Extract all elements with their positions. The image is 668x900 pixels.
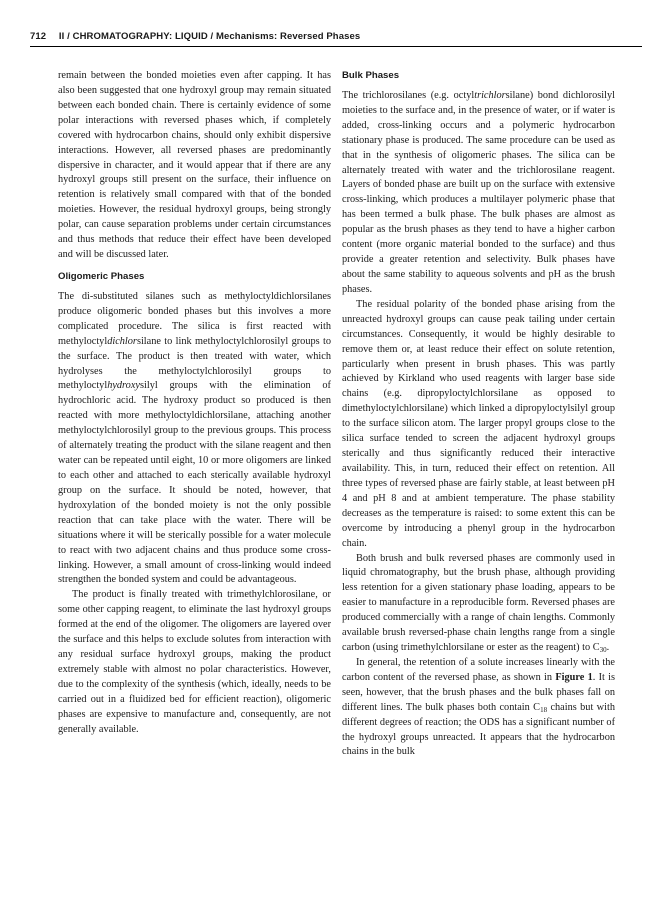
subscript: 18	[540, 705, 548, 714]
text-span: silane to link methyloctylchlorosilyl groups to the surface. The product is then treated with water, which hydrolyses the methyloctylchlorosilyl groups to methyloctyl	[58, 335, 331, 392]
right-paragraph-3	[342, 552, 615, 656]
figure-reference: Figure 1	[555, 671, 593, 683]
text-span: Both brush and bulk reversed phases are commonly used in liquid chromatography, but the brush phase, although providing less retention for a given stationary phase loading, appears to be easier to manufacture in a reproducible form. Reversed phases are produced commercially with a range of chain lengths. Commonly available brush reversed-phase chain lengths range from a single carbon (using trimethylchlorsilane or ester as the reagent) to C	[342, 552, 615, 654]
right-paragraph-2: The residual polarity of the bonded phase arising from the unreacted hydroxyl groups can cause peak tailing under certain circumstances. Consequently, it would be highly desirable to remove them or, at least reduce their effect on solute retention, particularly when present in brush phases. This was partly achieved by Kirkland who used reagents with larger base side chains (e.g. dipropyloctylchlorsilane as opposed to dimethyloctylchlorsilane) which linked a dipropyloctylsilyl group to the surface silicon atom. The larger propyl groups close to the silica surface tended to screen the adjacent hydroxyl groups sterically and thus significantly reduced their interactive availability. This, in turn, reduced their effect on retention. All three types of reversed phase are fairly stable, at least between pH 4 and pH 8 and at ambient temperature. The phase stability decreases as the temperature is raised: to some extent this can be overcome by introducing a phenyl group in the hydrocarbon chain.	[342, 298, 615, 549]
text-span: .	[606, 642, 610, 654]
italic-span: hydroxy	[107, 380, 140, 392]
text-span: chains but with different degrees of reaction; the ODS has a significant number of the hydroxyl groups unreacted. It appears that the hydrocarbon chains in the bulk	[342, 701, 615, 758]
right-paragraph-1	[342, 89, 615, 298]
text-span: The di-substituted silanes such as methyloctyldichlorsilanes produce oligomeric bonded phases but this involves a more complicated procedure. The silica is first reacted with methyloctyl	[58, 290, 331, 347]
left-paragraph-1: remain between the bonded moieties even after capping. It has also been suggested that one hydroxyl group may remain situated between each bonded chain. There is certainly evidence of some polar interactions with reversed phases which, if completely covered with hydrocarbon chains, should only exhibit dispersive interactions. However, all reversed phases are predominantly dispersive in character, and it would appear that if there are any hydroxyl groups still present on the surface, their influence on retention is relatively small compared with that of the bonded moieties. However, the residual hydroxyl groups, being strongly polar, can cause separation problems under certain circumstances and thus methods that reduce their effect have been developed and will be discussed later.	[58, 70, 331, 261]
right-paragraph-4	[342, 656, 615, 760]
text-span: . It is seen, however, that the brush phases and the bulk phases fall on different lines. The bulk phases both contain C	[342, 671, 615, 713]
text-span: silyl groups with the elimination of hydrochloric acid. The hydroxy product so produced is then reacted with more methyloctyldichlorsilane, attaching another methyloctylchlorosilyl group to the previous groups. This process of alternately treating the product with the silane reagent and then water can be repeated until eight, 10 or more oligomers are linked to each other and attached to each sterically available hydroxyl group on the surface. It should be noted, however, that hydroxylation of the bonded moiety is not the only possible reaction that can take place with the water. There will be situations where it will be sterically possible for a water molecule to react with two adjacent chains and thus produce some cross-linking. However, a small amount of cross-linking would indeed strengthen the bonded system and could be advantageous.	[58, 380, 331, 586]
header-rule	[30, 46, 642, 47]
subscript: 30	[599, 646, 607, 655]
text-span: In general, the retention of a solute increases linearly with the carbon content of the reversed phase, as shown in	[342, 656, 615, 683]
italic-span: dichlor	[107, 335, 137, 347]
section-heading-bulk-phases: Bulk Phases	[342, 70, 400, 81]
right-column	[342, 69, 615, 760]
italic-span: trichlor	[474, 89, 506, 101]
left-paragraph-2	[58, 290, 331, 588]
left-column	[58, 69, 331, 738]
running-header	[30, 31, 634, 45]
section-heading-oligomeric-phases: Oligomeric Phases	[58, 270, 145, 282]
left-paragraph-3: The product is finally treated with trimethylchlorosilane, or some other capping reagent, to eliminate the last hydroxyl groups formed at the end of the oligomer. The oligomers are layered over the surface and this helps to exclude solutes from interaction with any residual surface hydroxyl groups, making the product extremely stable with almost no polar characteristics. However, due to the complexity of the synthesis (which, ideally, needs to be carried out in a fluidized bed for efficient reaction), oligomeric phases are expensive to manufacture and, consequently, are not generally available.	[58, 589, 331, 735]
page-number: 712	[30, 31, 47, 42]
running-title: II / CHROMATOGRAPHY: LIQUID / Mechanisms: Reversed Phases	[58, 31, 361, 42]
text-span: The trichlorosilanes (e.g. octyl	[342, 89, 475, 101]
text-span: silane) bond dichlorosilyl moieties to the surface and, in the presence of water, or if water is added, cross-linking occurs and a polymeric hydrocarbon stationary phase is produced. The same procedure can be used as that in the synthesis of oligomeric phases. The silica can be alternately treated with water and the trichlorosilane reagent. Layers of bonded phase are built up on the surface with extensive cross-linking, which produces a multilayer polymeric phase that has been termed a bulk phase. The bulk phases are almost as popular as the brush phases as they tend to have a higher carbon content (more organic material bonded to the surface) and thus provide a greater retention and selectivity. Bulk phases have about the same stability to aqueous solvents and pH as the brush phases.	[342, 89, 615, 295]
